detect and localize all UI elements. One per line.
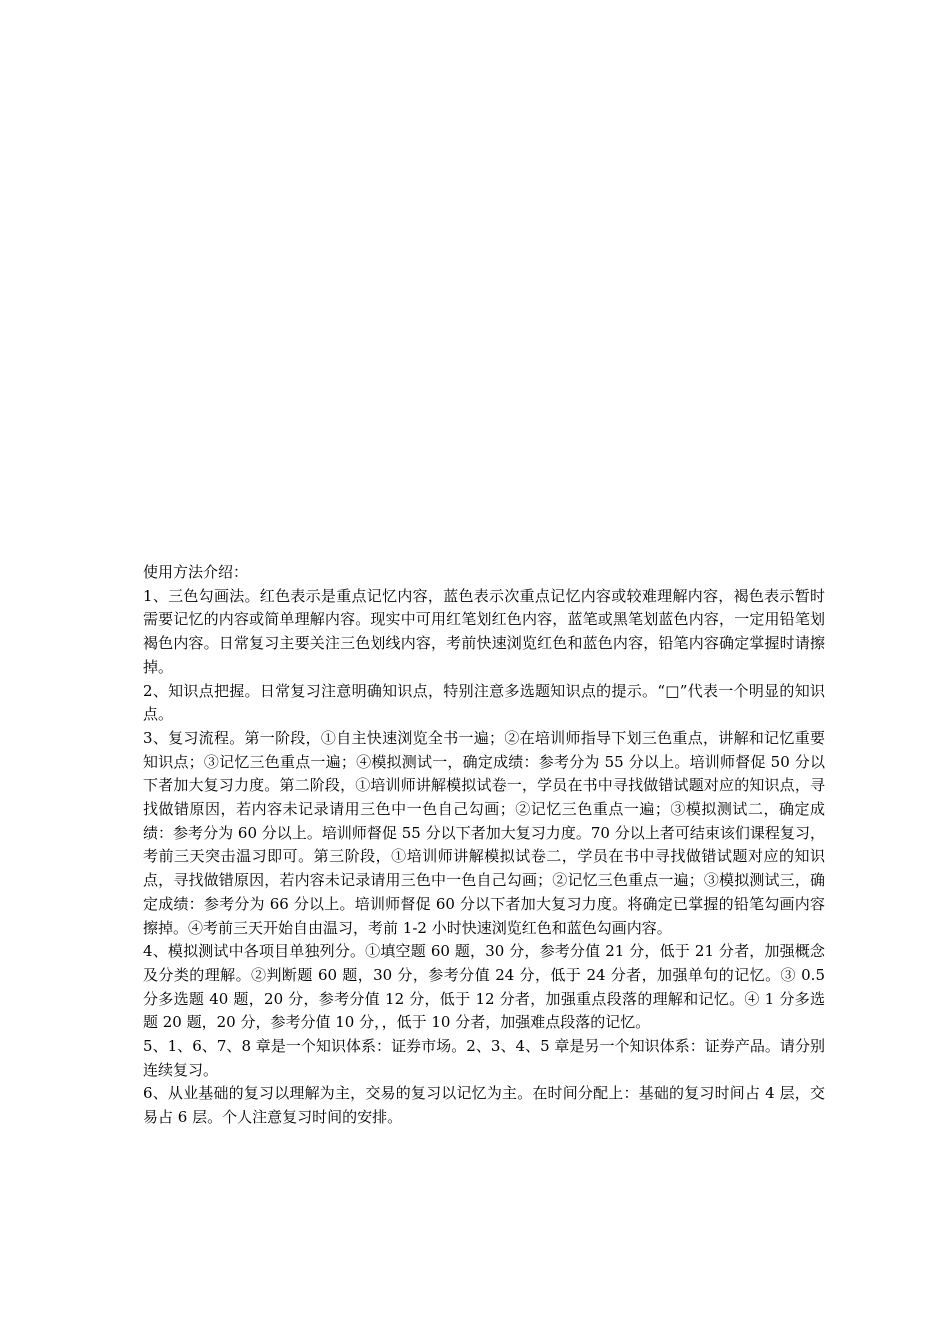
paragraph-three-color-method: 1、三色勾画法。红色表示是重点记忆内容，蓝色表示次重点记忆内容或较难理解内容，褐色表示暂时需要记忆的内容或简单理解内容。现实中可用红笔划红色内容，蓝笔或黑笔划蓝色内容，一定用铅笔划褐色内容。日常复习主要关注三色划线内容，考前快速浏览红色和蓝色内容，铅笔内容确定掌握时请擦掉。: [143, 586, 825, 676]
paragraph-time-allocation: 6、从业基础的复习以理解为主，交易的复习以记忆为主。在时间分配上：基础的复习时间占 4 层，交易占 6 层。个人注意复习时间的安排。: [143, 1084, 825, 1127]
document-body: [143, 561, 825, 1130]
paragraph-mock-test-scoring: 4、模拟测试中各项目单独列分。①填空题 60 题，30 分，参考分值 21 分，低于 21 分者，加强概念及分类的理解。②判断题 60 题，30 分，参考分值 24 分，低于 24 分者，加强单句的记忆。③ 0.5 分多选题 40 题，20 分，参考分值 12 分，低于 12 分者，加强重点段落的理解和记忆。④ 1 分多选题 20 题，20 分，参考分值 10 分，，低于 10 分者，加强难点段落的记忆。: [143, 942, 825, 1032]
paragraph-knowledge-systems: 5、1、6、7、8 章是一个知识体系：证券市场。2、3、4、5 章是另一个知识体系：证券产品。请分别连续复习。: [143, 1037, 825, 1079]
paragraph-review-process: 3、复习流程。第一阶段，①自主快速浏览全书一遍；②在培训师指导下划三色重点，讲解和记忆重要知识点；③记忆三色重点一遍；④模拟测试一，确定成绩：参考分为 55 分以上。培训师督促 50 分以下者加大复习力度。第二阶段，①培训师讲解模拟试卷一，学员在书中寻找做错试题对应的知识点，寻找做错原因，若内容未记录请用三色中一色自己勾画；②记忆三色重点一遍；③模拟测试二，确定成绩：参考分为 60 分以上。培训师督促 55 分以下者加大复习力度。70 分以上者可结束该们课程复习，考前三天突击温习即可。第三阶段，①培训师讲解模拟试卷二，学员在书中寻找做错试题对应的知识点，寻找做错原因，若内容未记录请用三色中一色自己勾画；②记忆三色重点一遍；③模拟测试三，确定成绩：参考分为 66 分以上。培训师督促 60 分以下者加大复习力度。将确定已掌握的铅笔勾画内容擦掉。④考前三天开始自由温习，考前 1-2 小时快速浏览红色和蓝色勾画内容。: [143, 728, 825, 937]
document-heading: 使用方法介绍：: [143, 563, 249, 581]
paragraph-knowledge-points: 2、知识点把握。日常复习注意明确知识点，特别注意多选题知识点的提示。“□”代表一个明显的知识点。: [143, 681, 825, 724]
